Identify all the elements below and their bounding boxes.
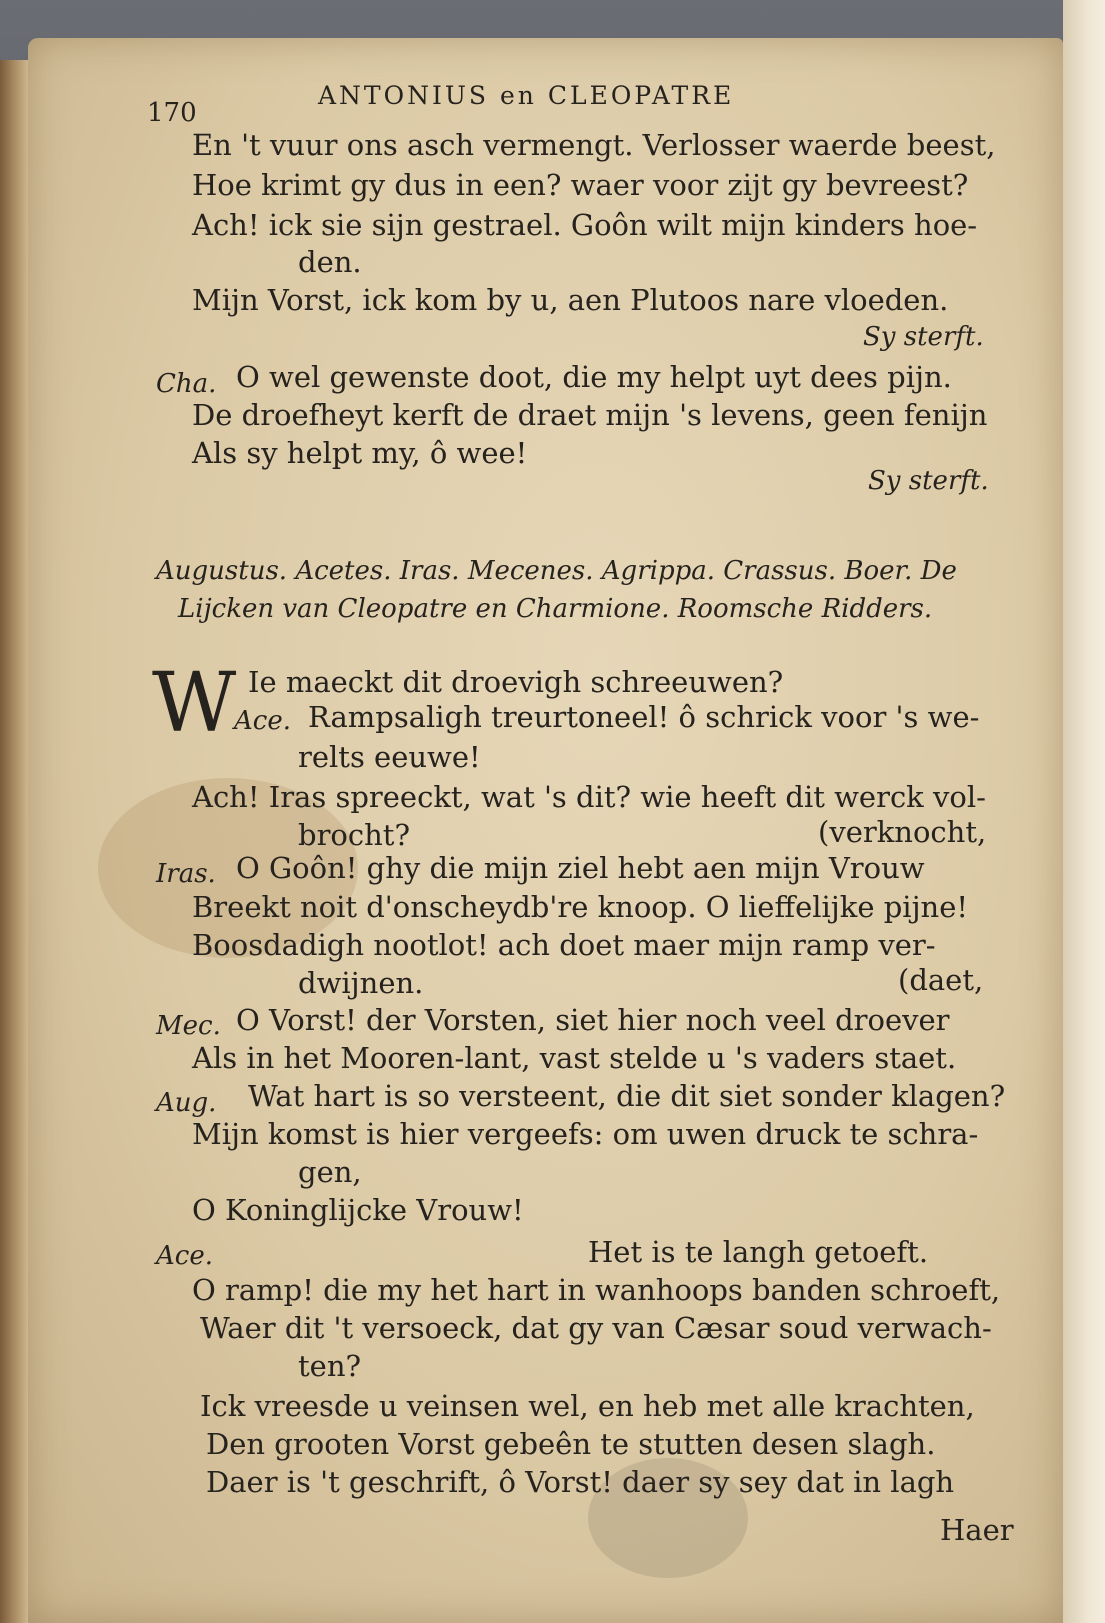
verse-line: O Vorst! der Vorsten, siet hier noch veel droever — [236, 1003, 950, 1037]
verse-line: Ie maeckt dit droevigh schreeuwen? — [248, 665, 784, 699]
verse-line: Waer dit 't versoeck, dat gy van Cæsar soud verwach- — [200, 1311, 992, 1345]
verse-line: Ach! Iras spreeckt, wat 's dit? wie heeft dit werck vol- — [192, 780, 986, 814]
verse-line: dwijnen. — [298, 966, 424, 1000]
book-page — [28, 38, 1063, 1623]
verse-line: O Koninglijcke Vrouw! — [192, 1193, 524, 1227]
verse-line: Ach! ick sie sijn gestrael. Goôn wilt mijn kinders hoe- — [192, 208, 978, 242]
verse-line: ten? — [298, 1349, 362, 1383]
verse-line: den. — [298, 245, 362, 279]
page-number: 170 — [147, 98, 197, 128]
turnover-word: (daet, — [898, 963, 984, 997]
book-spine — [0, 60, 28, 1623]
verse-line: Wat hart is so versteent, die dit siet sonder klagen? — [248, 1079, 1006, 1113]
speaker-label: Aug. — [156, 1088, 217, 1118]
verse-line: Als in het Mooren-lant, vast stelde u 's vaders staet. — [192, 1041, 957, 1075]
speaker-label: Ace. — [156, 1241, 213, 1271]
speaker-label: Iras. — [156, 859, 216, 889]
cast-list: Lijcken van Cleopatre en Charmione. Roomsche Ridders. — [178, 594, 933, 624]
speaker-label: Ace. — [234, 706, 291, 736]
speaker-label: Mec. — [156, 1011, 221, 1041]
catchword: Haer — [940, 1513, 1014, 1547]
speaker-label: Cha. — [156, 369, 217, 399]
verse-line: De droefheyt kerft de draet mijn 's levens, geen fenijn — [192, 398, 988, 432]
drop-cap: W — [152, 656, 237, 751]
stage-direction: Sy sterft. — [868, 466, 989, 496]
stage-direction: Sy sterft. — [863, 322, 984, 352]
verse-line: Het is te langh getoeft. — [588, 1235, 929, 1269]
verse-line: O wel gewenste doot, die my helpt uyt dees pijn. — [236, 360, 952, 394]
verse-line: Als sy helpt my, ô wee! — [192, 436, 528, 470]
verse-line: Den grooten Vorst gebeên te stutten desen slagh. — [206, 1427, 936, 1461]
verse-line: Boosdadigh nootlot! ach doet maer mijn ramp ver- — [192, 928, 936, 962]
facing-page-edge — [1063, 0, 1105, 1623]
verse-line: Ick vreesde u veinsen wel, en heb met alle krachten, — [200, 1389, 975, 1423]
verse-line: Hoe krimt gy dus in een? waer voor zijt gy bevreest? — [192, 168, 969, 202]
verse-line: O ramp! die my het hart in wanhoops banden schroeft, — [192, 1273, 1001, 1307]
verse-line: relts eeuwe! — [298, 740, 481, 774]
cast-list: Augustus. Acetes. Iras. Mecenes. Agrippa. Crassus. Boer. De — [156, 556, 957, 586]
verse-line: brocht? — [298, 818, 411, 852]
verse-line: O Goôn! ghy die mijn ziel hebt aen mijn Vrouw — [236, 851, 925, 885]
verse-line: Rampsaligh treurtoneel! ô schrick voor 's we- — [308, 700, 980, 734]
verse-line: gen, — [298, 1155, 362, 1189]
verse-line: Mijn komst is hier vergeefs: om uwen druck te schra- — [192, 1117, 979, 1151]
verse-line: Breekt noit d'onscheydb're knoop. O lieffelijke pijne! — [192, 890, 969, 924]
running-head: ANTONIUS en CLEOPATRE — [318, 81, 735, 110]
verse-line: Mijn Vorst, ick kom by u, aen Plutoos nare vloeden. — [192, 283, 949, 317]
verse-line: Daer is 't geschrift, ô Vorst! daer sy sey dat in lagh — [206, 1465, 955, 1499]
turnover-word: (verknocht, — [818, 815, 987, 849]
verse-line: En 't vuur ons asch vermengt. Verlosser waerde beest, — [192, 128, 996, 162]
